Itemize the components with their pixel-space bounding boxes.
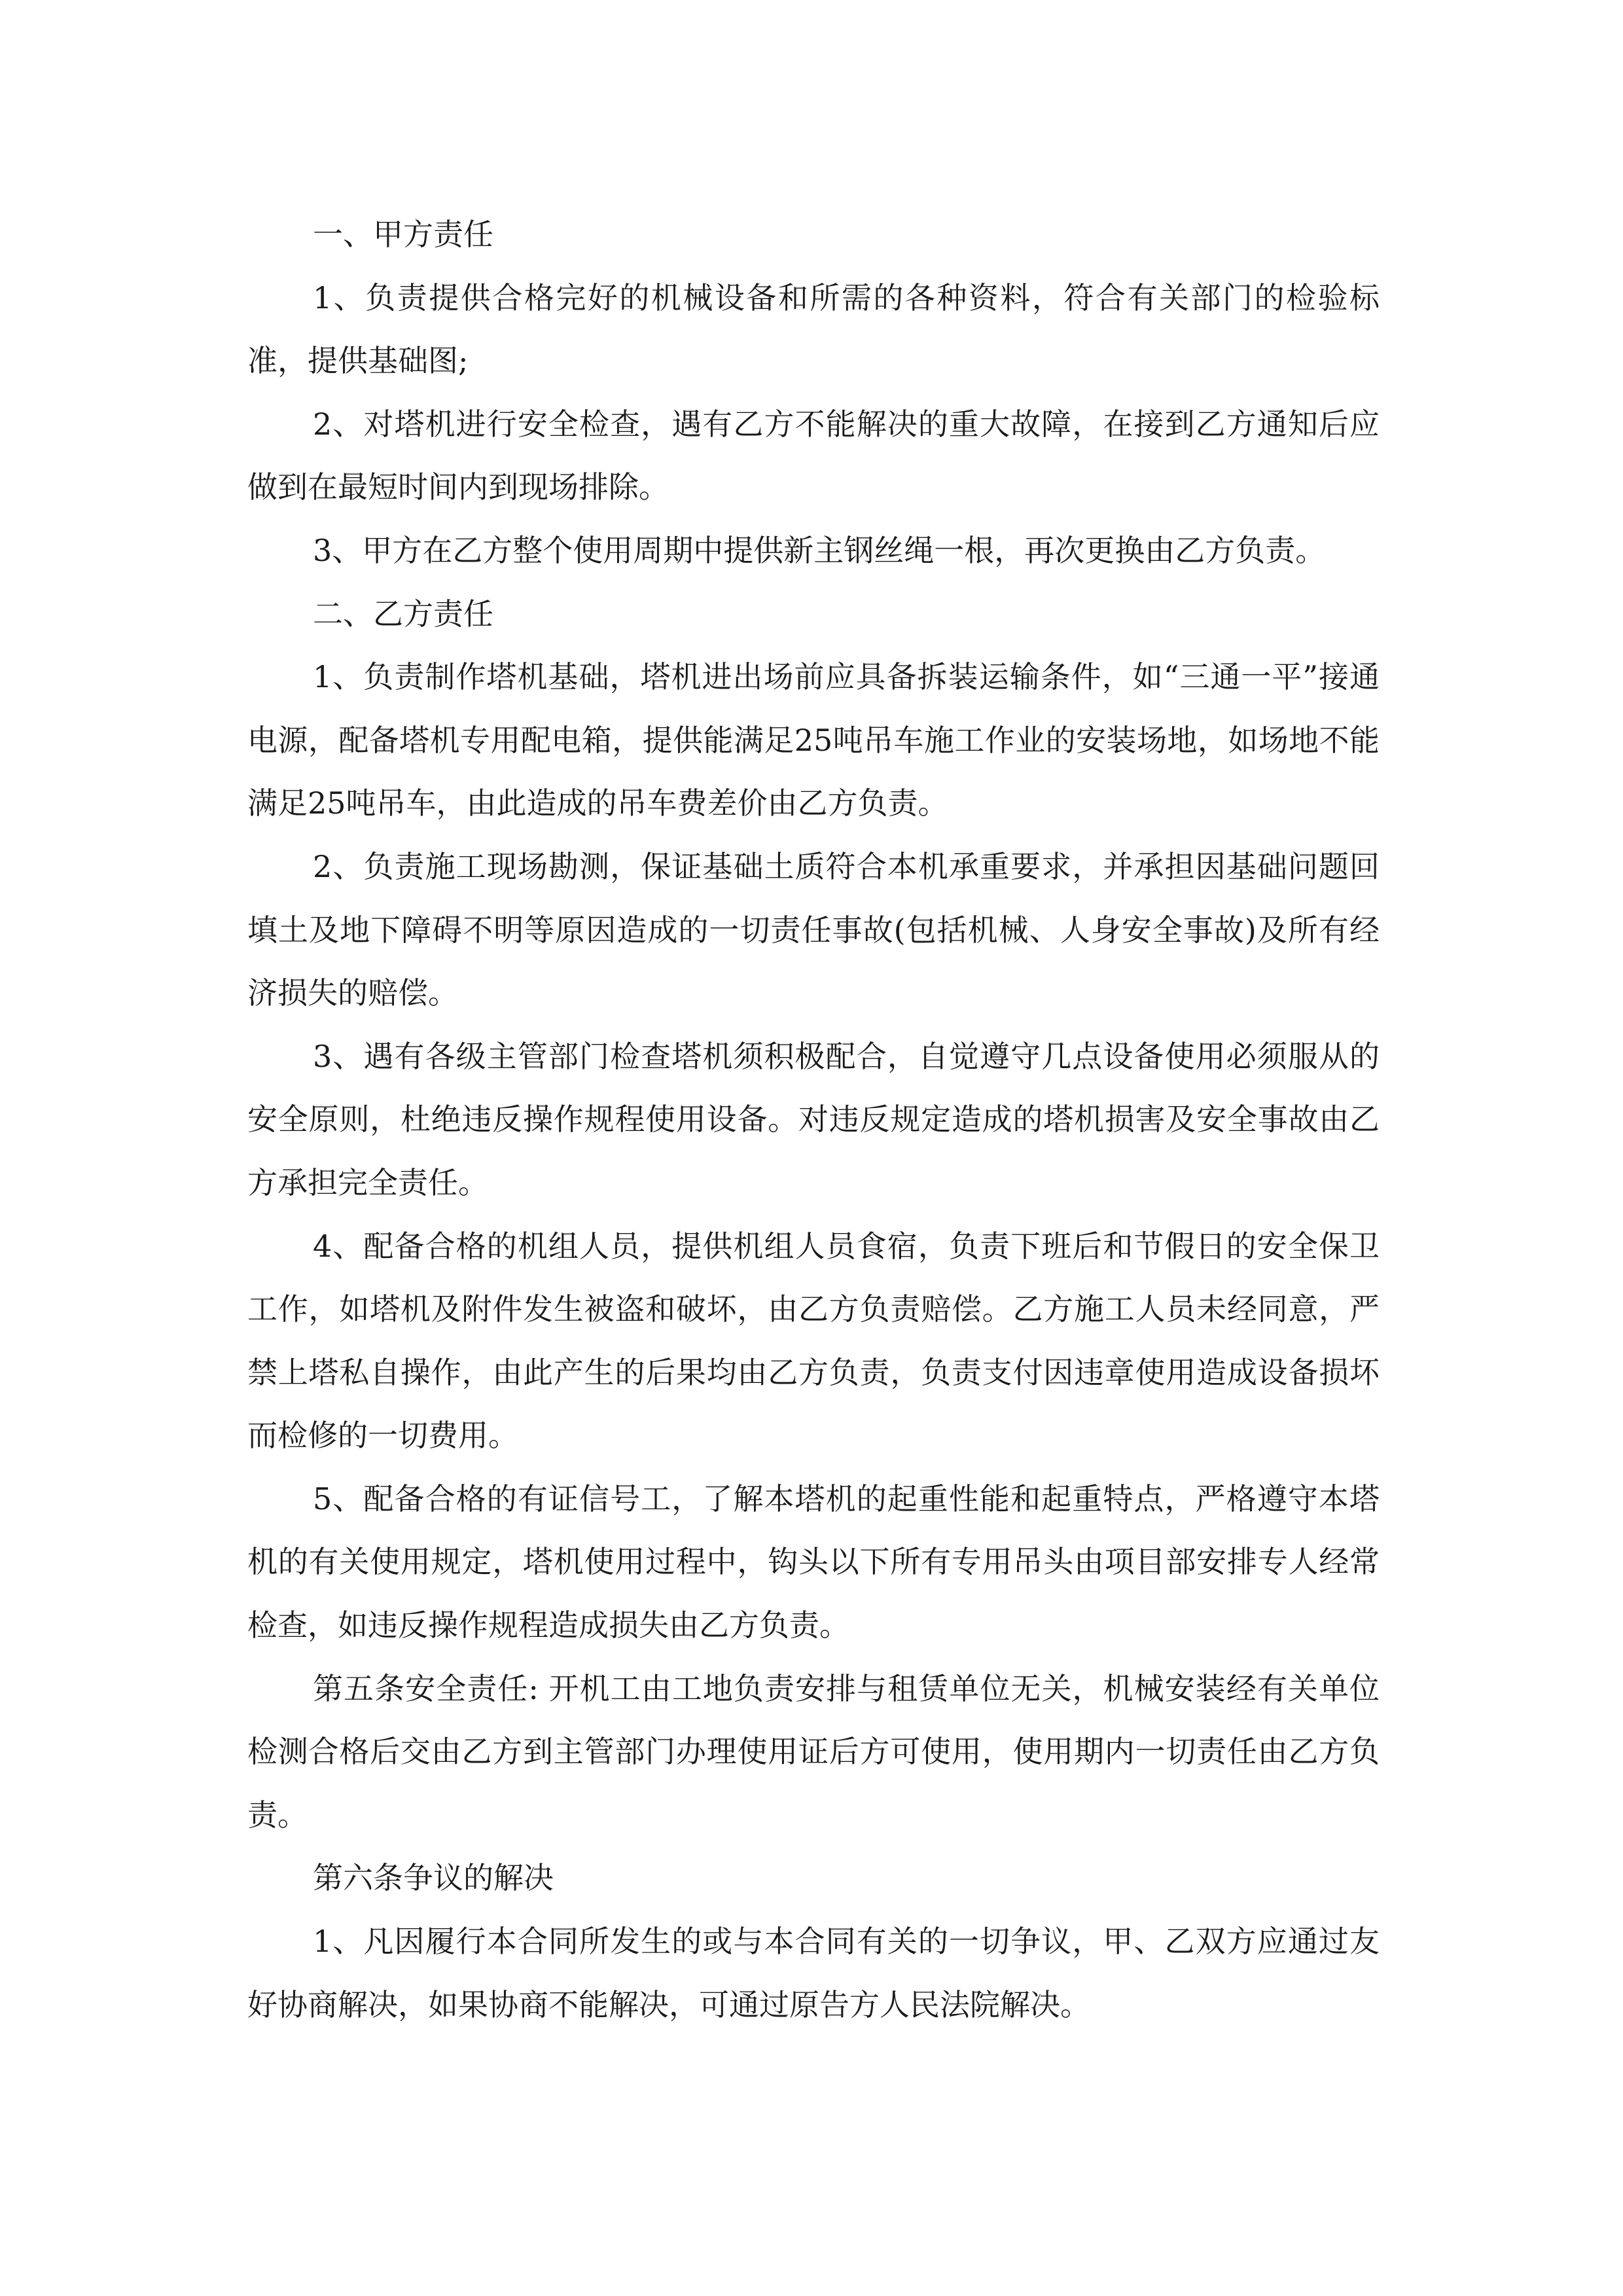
- paragraph: 1、负责制作塔机基础，塔机进出场前应具备拆装运输条件，如“三通一平”接通电源，配备塔机专用配电箱，提供能满足25吨吊车施工作业的安装场地，如场地不能满足25吨吊车，由此造成的吊车费差价由乙方负责。: [247, 659, 1380, 821]
- paragraph: 1、凡因履行本合同所发生的或与本合同有关的一切争议，甲、乙双方应通过友好协商解决，如果协商不能解决，可通过原告方人民法院解决。: [247, 1924, 1380, 2022]
- paragraph: 3、甲方在乙方整个使用周期中提供新主钢丝绳一根，再次更换由乙方负责。: [313, 532, 1326, 568]
- paragraph: 2、负责施工现场勘测，保证基础土质符合本机承重要求，并承担因基础问题回填土及地下障碍不明等原因造成的一切责任事故(包括机械、人身安全事故)及所有经济损失的赔偿。: [247, 848, 1380, 1011]
- section-heading-dispute-resolution: 第六条争议的解决: [313, 1860, 554, 1896]
- paragraph: 1、负责提供合格完好的机械设备和所需的各种资料，符合有关部门的检验标准，提供基础图;: [247, 279, 1380, 379]
- document-body: [247, 203, 1380, 2036]
- paragraph: 2、对塔机进行安全检查，遇有乙方不能解决的重大故障，在接到乙方通知后应做到在最短时间内到现场排除。: [247, 406, 1380, 505]
- paragraph: 5、配备合格的有证信号工，了解本塔机的起重性能和起重特点，严格遵守本塔机的有关使用规定，塔机使用过程中，钩头以下所有专用吊头由项目部安排专人经常检查，如违反操作规程造成损失由乙方负责。: [247, 1480, 1380, 1643]
- paragraph: 3、遇有各级主管部门检查塔机须积极配合，自觉遵守几点设备使用必须服从的安全原则，杜绝违反操作规程使用设备。对违反规定造成的塔机损害及安全事故由乙方承担完全责任。: [247, 1038, 1380, 1200]
- paragraph: 4、配备合格的机组人员，提供机组人员食宿，负责下班后和节假日的安全保卫工作，如塔机及附件发生被盗和破坏，由乙方负责赔偿。乙方施工人员未经同意，严禁上塔私自操作，由此产生的后果均由乙方负责，负责支付因违章使用造成设备损坏而检修的一切费用。: [247, 1228, 1380, 1454]
- article-safety-responsibility: 第五条安全责任: 开机工由工地负责安排与租赁单位无关，机械安装经有关单位检测合格后交由乙方到主管部门办理使用证后方可使用，使用期内一切责任由乙方负责。: [247, 1670, 1380, 1833]
- section-heading-party-b: 二、乙方责任: [313, 596, 493, 632]
- section-heading-party-a: 一、甲方责任: [313, 217, 493, 252]
